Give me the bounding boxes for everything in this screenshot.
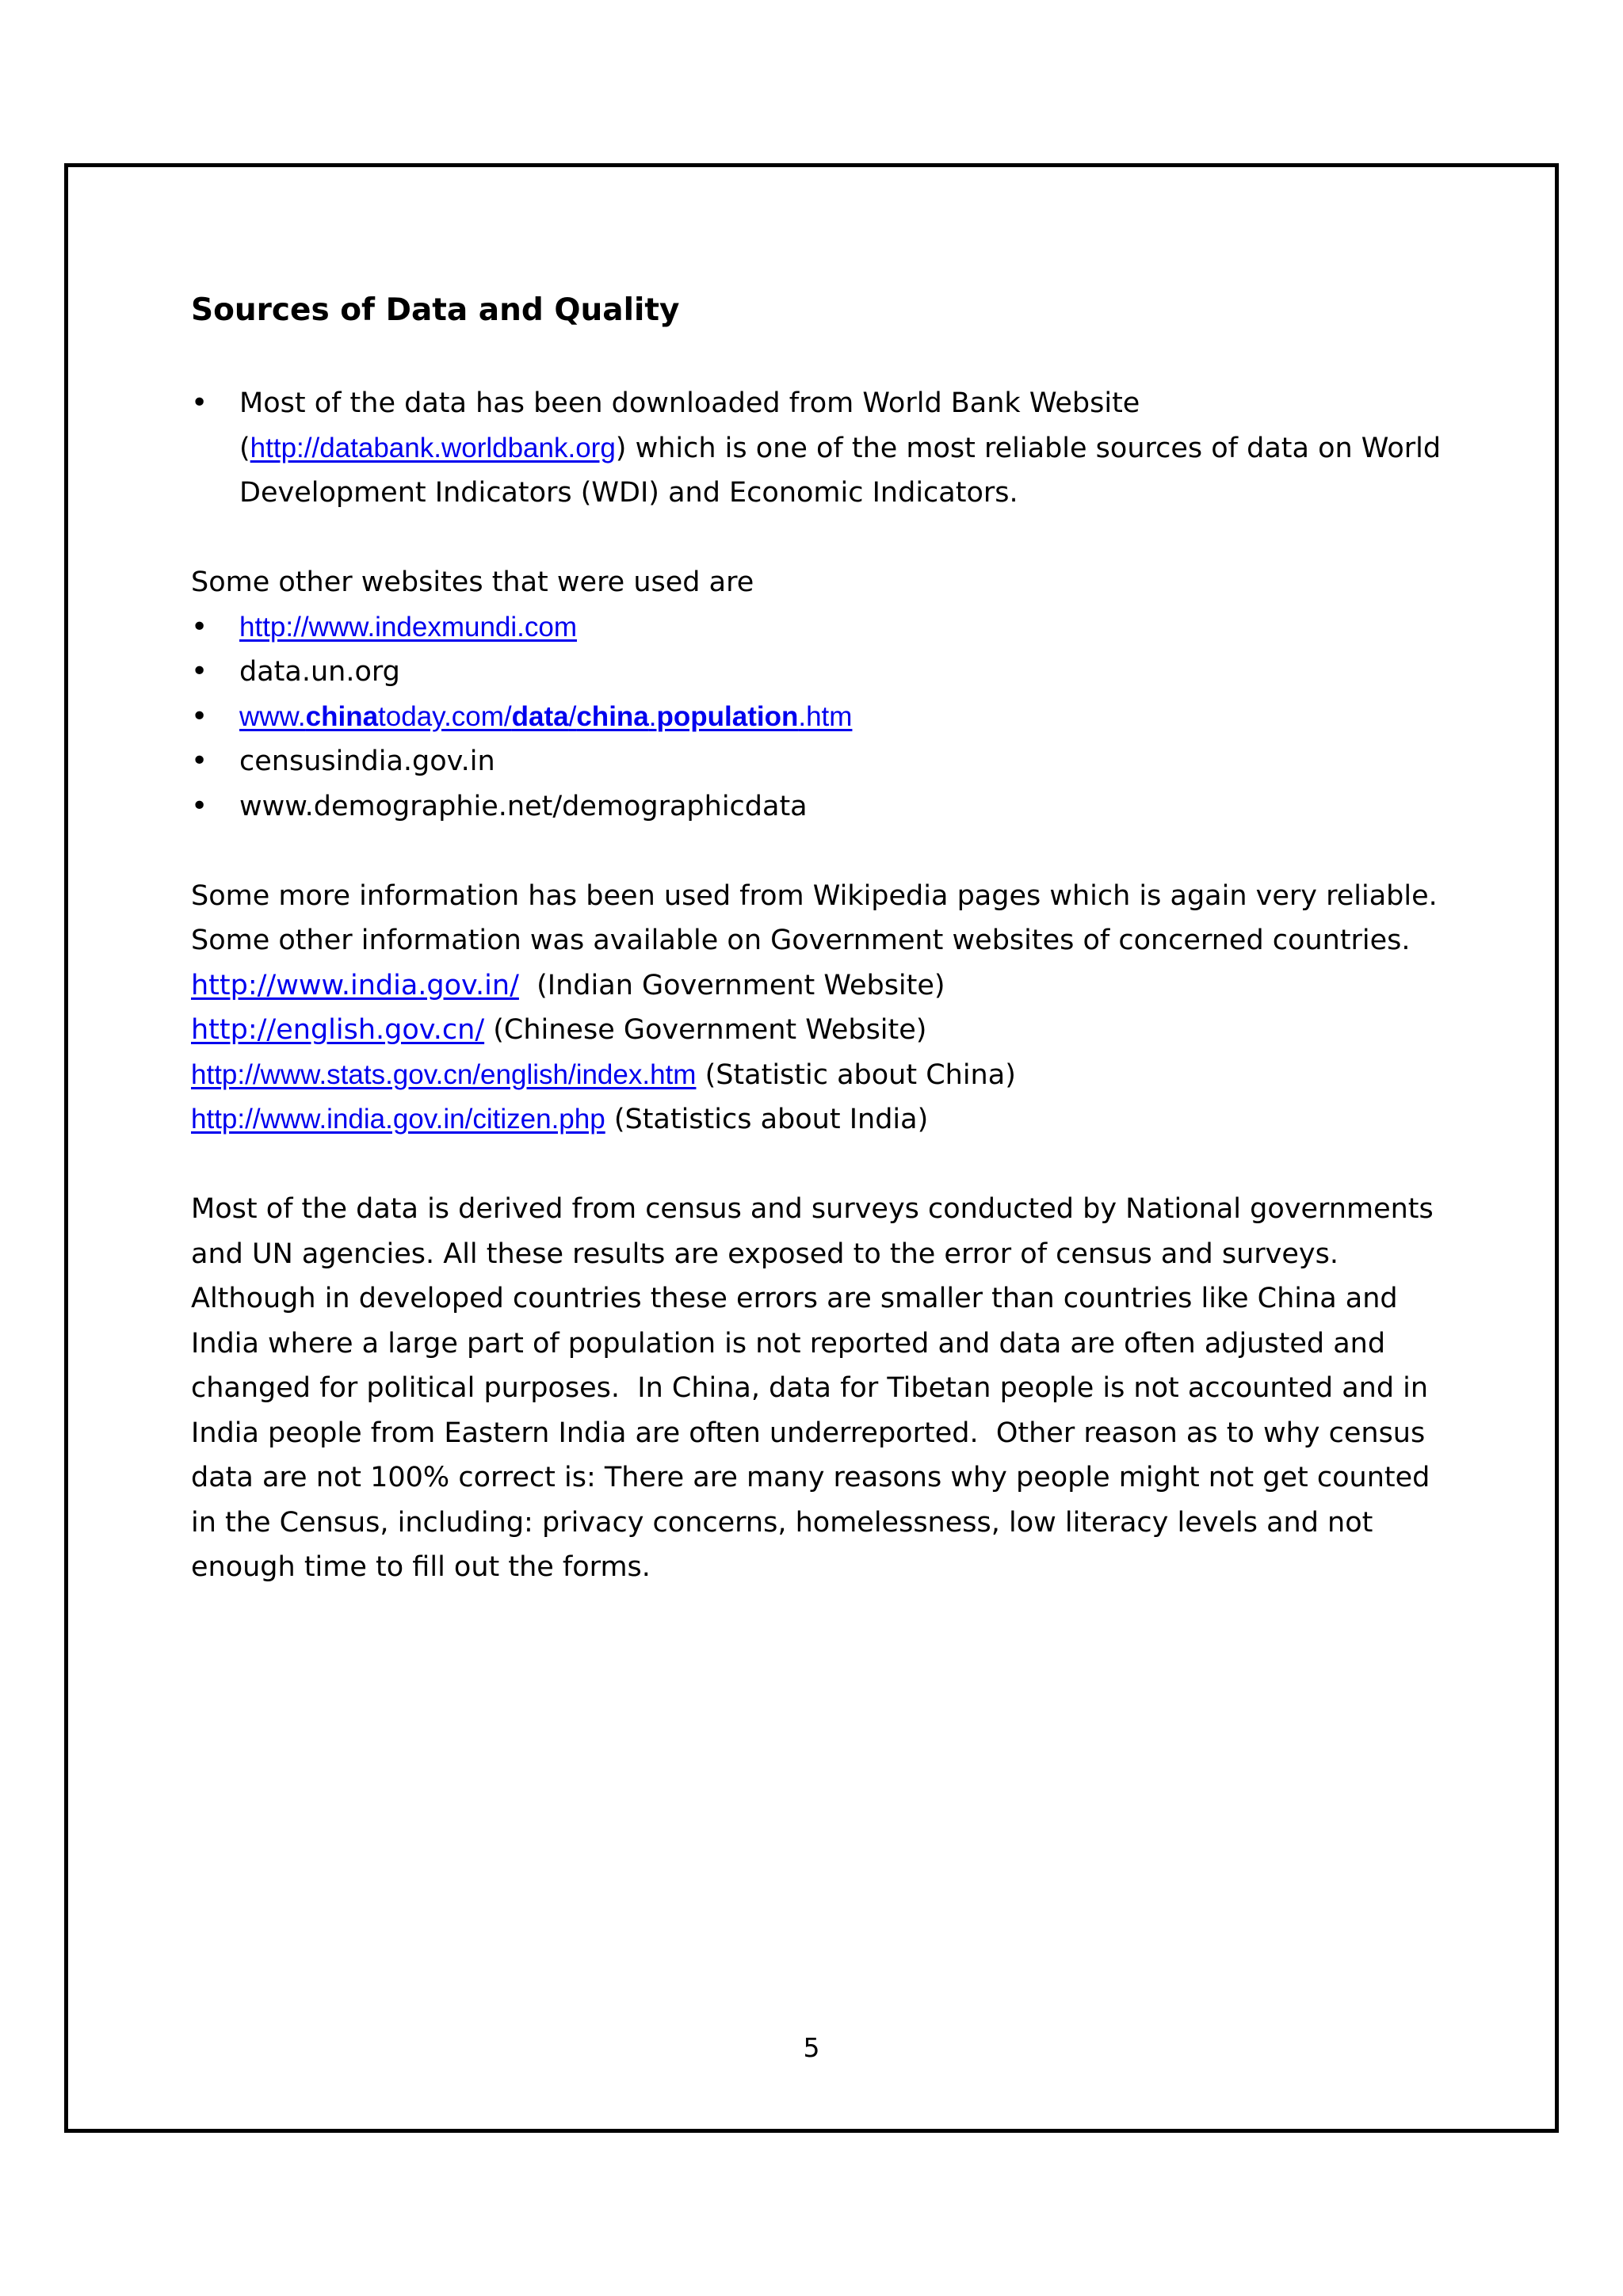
other-sites-list: [191, 605, 1459, 830]
india-citizen-link[interactable]: http://www.india.gov.in/citizen.php: [191, 1104, 605, 1135]
list-item: [191, 605, 1459, 650]
worldbank-link[interactable]: http://databank.worldbank.org: [250, 432, 616, 463]
list-item: [191, 650, 1459, 695]
bullet-icon: •: [191, 700, 208, 733]
other-sites-intro: Some other websites that were used are: [191, 566, 754, 598]
gov-link-row: http://www.india.gov.in/citizen.php (Statistics about India): [191, 1104, 929, 1135]
chinatoday-link[interactable]: www.chinatoday.com/data/china.population.htm: [239, 700, 853, 732]
demographie-text: www.demographie.net/demographicdata: [239, 790, 808, 822]
intro-text-after: ) which is one of the most reliable sources of data on World Development Indicators (WDI) and Economic Indicators.: [239, 432, 1442, 509]
list-item: [191, 695, 1459, 740]
china-stats-link[interactable]: http://www.stats.gov.cn/english/index.htm: [191, 1058, 697, 1090]
bullet-icon: •: [191, 610, 208, 643]
gov-link-row: http://www.stats.gov.cn/english/index.htm (Statistic about China): [191, 1058, 1016, 1091]
list-item: [191, 739, 1459, 784]
list-item: [191, 784, 1459, 830]
indexmundi-link[interactable]: http://www.indexmundi.com: [239, 611, 578, 643]
more-info-line-2: Some other information was available on Government websites of concerned countries.: [191, 925, 1411, 956]
bullet-icon: •: [191, 387, 208, 419]
bullet-icon: •: [191, 745, 208, 777]
china-gov-link[interactable]: http://english.gov.cn/: [191, 1014, 485, 1046]
more-info-line-1: Some more information has been used from Wikipedia pages which is again very reliable.: [191, 879, 1438, 912]
un-data-text: data.un.org: [239, 656, 400, 688]
gov-link-row: http://english.gov.cn/ (Chinese Government Website): [191, 1014, 927, 1046]
list-item: [191, 381, 1459, 516]
bullet-icon: •: [191, 789, 208, 822]
page-content: [191, 288, 1459, 1590]
gov-link-row: http://www.india.gov.in/ (Indian Government Website): [191, 969, 945, 1001]
page-title: Sources of Data and Quality: [191, 292, 680, 328]
india-gov-link[interactable]: http://www.india.gov.in/: [191, 969, 519, 1001]
page-number: 5: [803, 2032, 820, 2063]
intro-text-before: Most of the data has been downloaded from World Bank Website (: [239, 387, 1140, 464]
closing-paragraph: Most of the data is derived from census and surveys conducted by National governments and UN agencies. All these results are exposed to the error of census and surveys. Although in developed countries these errors are smaller than countries like China and India where a large part of population is not reported and data are often adjusted and changed for political purposes. In China, data for Tibetan people is not accounted and in India people from Eastern India are often underreported. Other reason as to why census data are not 100% correct is: There are many reasons why people might not get counted in the Census, including: privacy concerns, homelessness, low literacy levels and not enough time to fill out the forms.: [191, 1193, 1442, 1583]
primary-source-list: [191, 381, 1459, 516]
censusindia-text: censusindia.gov.in: [239, 746, 495, 777]
bullet-icon: •: [191, 655, 208, 688]
